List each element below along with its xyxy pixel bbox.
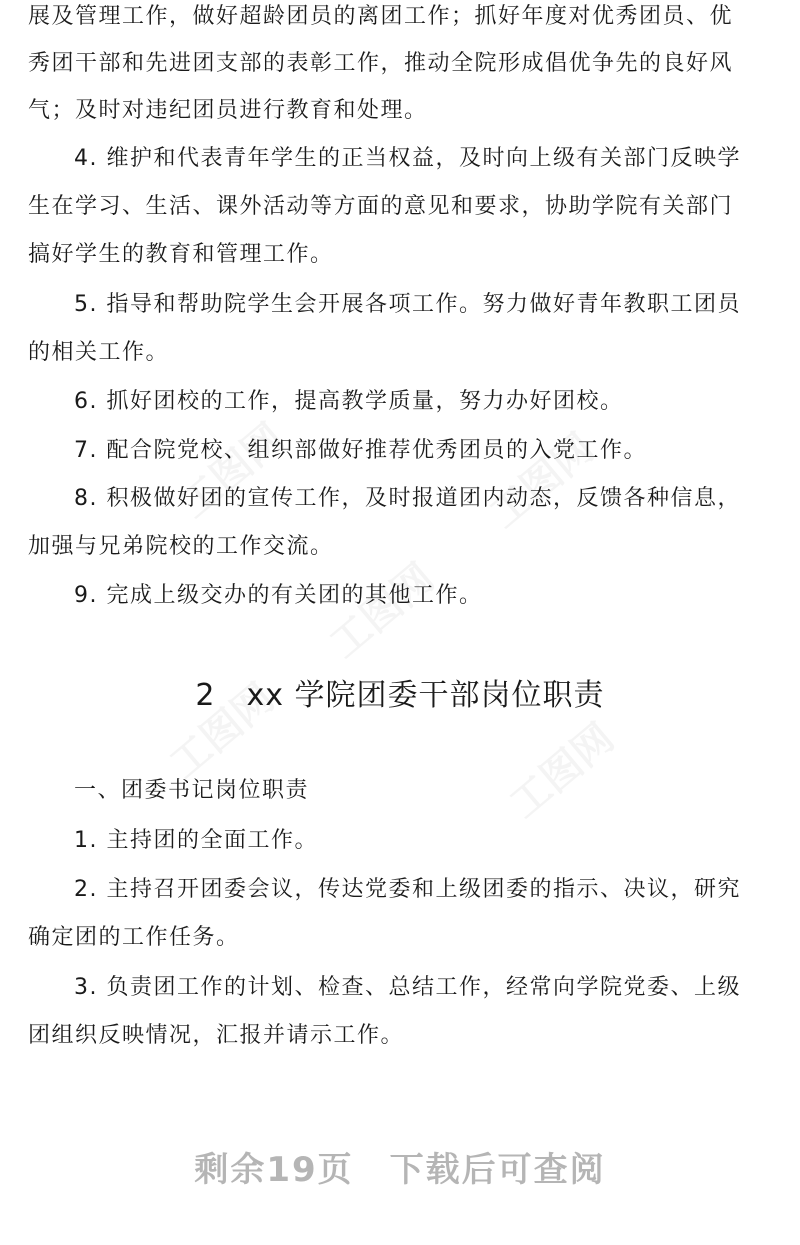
section-line: 1. 主持团的全面工作。 (74, 828, 318, 853)
paragraph-line: 的相关工作。 (28, 340, 170, 365)
paragraph-line: 加强与兄弟院校的工作交流。 (28, 534, 334, 559)
remaining-pages-notice: 剩余19页 下载后可查阅 (194, 1150, 606, 1190)
paragraph-line: 4. 维护和代表青年学生的正当权益，及时向上级有关部门反映学 (74, 146, 741, 171)
paragraph-line: 展及管理工作，做好超龄团员的离团工作；抓好年度对优秀团员、优 (28, 4, 734, 29)
paragraph-line: 秀团干部和先进团支部的表彰工作，推动全院形成倡优争先的良好风 (28, 51, 734, 76)
paragraph-line: 搞好学生的教育和管理工作。 (28, 242, 334, 267)
section-title: 2 xx 学院团委干部岗位职责 (195, 678, 605, 713)
section-line: 确定团的工作任务。 (28, 925, 240, 950)
section-heading: 一、团委书记岗位职责 (74, 778, 310, 803)
section-line: 团组织反映情况，汇报并请示工作。 (28, 1023, 405, 1048)
paragraph-line: 7. 配合院党校、组织部做好推荐优秀团员的入党工作。 (74, 438, 647, 463)
paragraph-line: 6. 抓好团校的工作，提高教学质量，努力办好团校。 (74, 389, 624, 414)
paragraph-line: 5. 指导和帮助院学生会开展各项工作。努力做好青年教职工团员 (74, 292, 741, 317)
paragraph-line: 9. 完成上级交办的有关团的其他工作。 (74, 583, 483, 608)
watermark (496, 708, 625, 829)
paragraph-line: 生在学习、生活、课外活动等方面的意见和要求，协助学院有关部门 (28, 194, 734, 219)
section-line: 3. 负责团工作的计划、检查、总结工作，经常向学院党委、上级 (74, 975, 741, 1000)
paragraph-line: 气；及时对违纪团员进行教育和处理。 (28, 98, 428, 123)
section-line: 2. 主持召开团委会议，传达党委和上级团委的指示、决议，研究 (74, 877, 741, 902)
paragraph-line: 8. 积极做好团的宣传工作，及时报道团内动态，反馈各种信息， (74, 486, 741, 511)
